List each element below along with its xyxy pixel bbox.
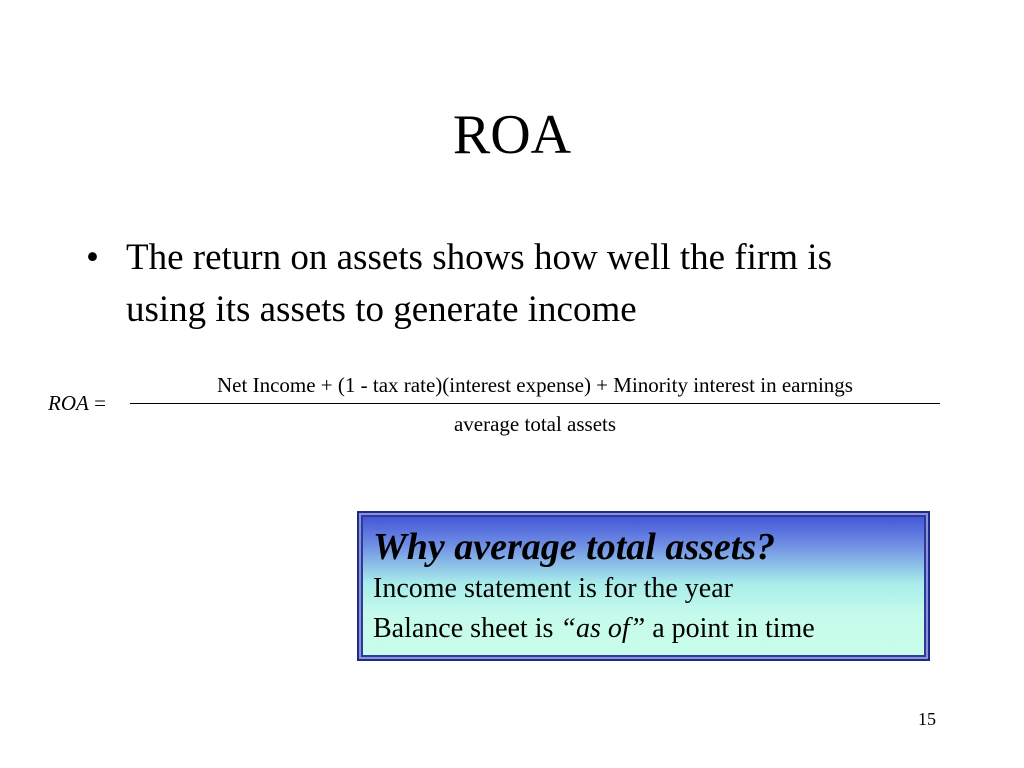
bullet-list — [86, 232, 906, 336]
callout-line-balance-sheet-end: a point in time — [645, 613, 815, 644]
callout-line-balance-sheet-start: Balance sheet is — [373, 613, 561, 644]
callout-box — [357, 511, 930, 661]
bullet-item — [86, 232, 906, 336]
fraction-bar — [130, 403, 940, 404]
formula-numerator: Net Income + (1 - tax rate)(interest expense) + Minority interest in earnings — [217, 373, 853, 397]
bullet-text: The return on assets shows how well the firm is using its assets to generate income — [126, 237, 832, 330]
slide-title: ROA — [452, 104, 572, 166]
callout-line-income-statement: Income statement is for the year — [373, 573, 733, 604]
formula-lhs — [48, 390, 106, 416]
roa-formula — [48, 370, 948, 440]
formula-variable: ROA — [48, 391, 89, 415]
page-number: 15 — [918, 709, 936, 729]
callout-line-balance-sheet — [373, 609, 914, 649]
formula-denominator: average total assets — [453, 412, 617, 436]
bullet-icon: • — [86, 237, 99, 278]
callout-title: Why average total assets? — [373, 526, 776, 568]
formula-equals-sign: = — [94, 391, 106, 415]
callout-emphasis: “as of” — [560, 613, 646, 644]
